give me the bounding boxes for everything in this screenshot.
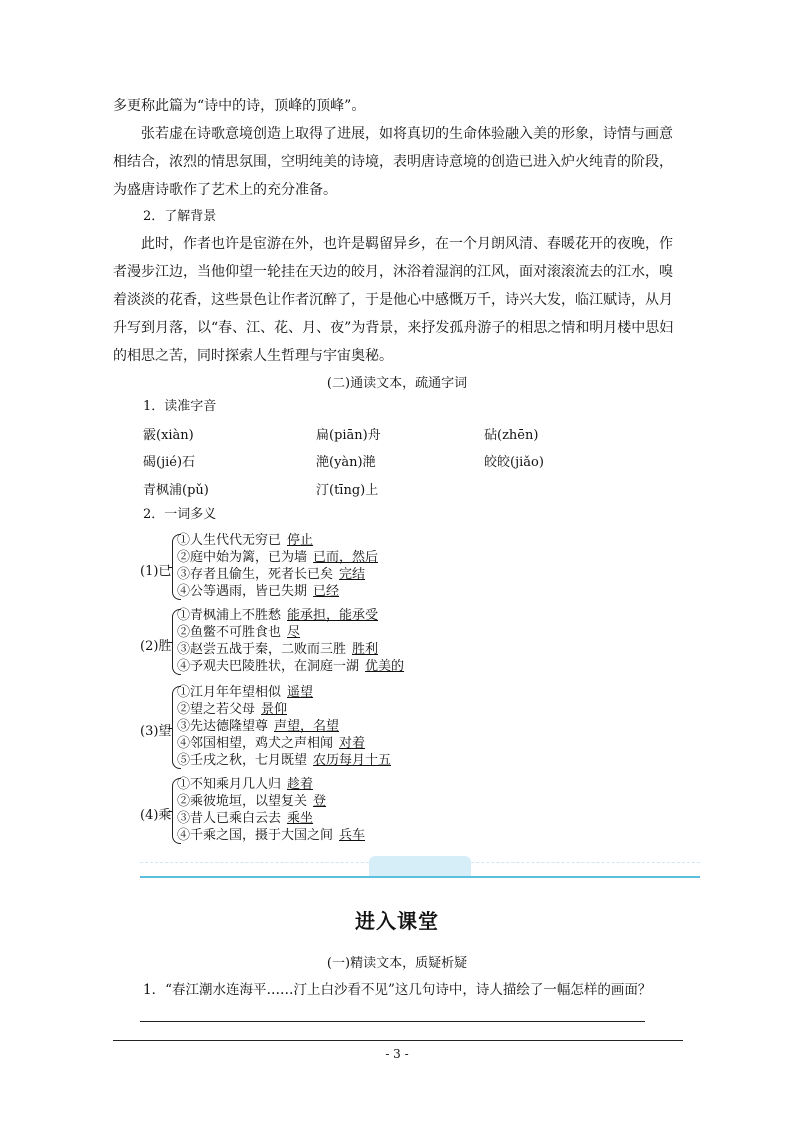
polysemy-answer: 停止 [287, 533, 314, 548]
polysemy-line: ②鱼鳖不可胜食也 尽 [177, 625, 301, 640]
section-title-close-reading: (一)精读文本，质疑析疑 [326, 956, 468, 971]
heading-pronunciation: 1．读准字音 [143, 399, 217, 414]
pronunciation-item: 青枫浦(pǔ) [143, 483, 209, 498]
footer-rule [113, 1040, 683, 1041]
polysemy-answer: 农历每月十五 [313, 753, 392, 768]
page-number: - 3 - [385, 1047, 409, 1061]
polysemy-answer: 已经 [313, 584, 340, 599]
pronunciation-item: 扁(piān)舟 [316, 428, 381, 443]
polysemy-line: ③赵尝五战于秦，二败而三胜 胜利 [177, 642, 379, 657]
polysemy-line: ④予观夫巴陵胜状，在洞庭一湖 优美的 [177, 659, 405, 674]
pronunciation-item: 碣(jié)石 [143, 455, 196, 470]
polysemy-answer: 尽 [287, 625, 301, 640]
pronunciation-item: 汀(tīng)上 [316, 483, 379, 498]
heading-background: 2．了解背景 [143, 209, 217, 224]
section-title-read-through: (二)通读文本，疏通字词 [326, 376, 468, 391]
polysemy-line: ①江月年年望相似 遥望 [177, 685, 314, 700]
polysemy-line: ①不知乘月几人归 趁着 [177, 777, 314, 792]
polysemy-line: ①青枫浦上不胜愁 能承担，能承受 [177, 608, 379, 623]
polysemy-answer: 景仰 [261, 702, 288, 717]
polysemy-line: ③存者且偷生，死者长已矣 完结 [177, 567, 366, 582]
pronunciation-item: 皎皎(jiǎo) [484, 455, 544, 470]
polysemy-answer: 已而，然后 [313, 550, 379, 565]
polysemy-line: ②乘彼垝垣，以望复关 登 [177, 794, 327, 809]
pronunciation-row [143, 479, 703, 501]
polysemy-answer: 优美的 [365, 659, 405, 674]
pronunciation-item: 霰(xiàn) [143, 428, 194, 443]
polysemy-answer: 完结 [339, 567, 366, 582]
section-heading-enter-classroom: 进入课堂 [355, 909, 439, 933]
pronunciation-row [143, 424, 703, 446]
paragraph-background: 此时，作者也许是宦游在外，也许是羁留异乡，在一个月朗风清、春暖花开的夜晚，作者漫步江边，当他仰望一轮挂在天边的皎月，沐浴着湿润的江风，面对滚滚流去的江水，嗅着淡淡的花香，这些景色让作者沉醉了，于是他心中感慨万千，诗兴大发，临江赋诗，从月升写到月落，以“春、江、花、月、夜”为背景，来抒发孤舟游子的相思之情和明月楼中思妇的相思之苦，同时探索人生哲理与宇宙奥秘。 [113, 236, 674, 364]
polysemy-line: ①人生代代无穷已 停止 [177, 533, 314, 548]
polysemy-line: ②望之若父母 景仰 [177, 702, 288, 717]
polysemy-answer: 胜利 [352, 642, 379, 657]
section-banner-tab [369, 856, 471, 876]
polysemy-answer: 趁着 [287, 777, 314, 792]
paragraph-zhang-ruoxu: 张若虚在诗歌意境创造上取得了进展，如将真切的生命体验融入美的形象，诗情与画意相结合，浓烈的情思氛围，空明纯美的诗境，表明唐诗意境的创造已进入炉火纯青的阶段，为盛唐诗歌作了艺术上的充分准备。 [113, 126, 673, 198]
pronunciation-item: 滟(yàn)滟 [316, 455, 376, 470]
polysemy-line: ⑤壬戌之秋，七月既望 农历每月十五 [177, 753, 392, 768]
question-1: 1．“春江潮水连海平……汀上白沙看不见”这几句诗中，诗人描绘了一幅怎样的画面？ [143, 982, 652, 998]
polysemy-label: (4)乘 [140, 808, 172, 823]
heading-polysemy: 2．一词多义 [143, 507, 217, 522]
pronunciation-row [143, 451, 703, 473]
polysemy-line: ③先达德隆望尊 声望，名望 [177, 719, 340, 734]
paragraph-intro-end: 多更称此篇为“诗中的诗，顶峰的顶峰”。 [113, 98, 366, 114]
polysemy-line: ④公等遇雨，皆已失期 已经 [177, 584, 340, 599]
polysemy-line: ④千乘之国，摄于大国之间 兵车 [177, 828, 366, 843]
polysemy-label: (2)胜 [140, 639, 172, 654]
polysemy-answer: 登 [313, 794, 327, 809]
answer-blank-line[interactable] [140, 1021, 645, 1022]
polysemy-answer: 能承担，能承受 [287, 608, 379, 623]
polysemy-line: ④邻国相望，鸡犬之声相闻 对着 [177, 736, 366, 751]
pronunciation-item: 砧(zhēn) [484, 428, 539, 443]
polysemy-answer: 遥望 [287, 685, 314, 700]
polysemy-line: ②庭中始为篱，已为墙 已而，然后 [177, 550, 379, 565]
polysemy-line: ③昔人已乘白云去 乘坐 [177, 811, 314, 826]
polysemy-answer: 对着 [339, 736, 366, 751]
polysemy-answer: 兵车 [339, 828, 366, 843]
polysemy-label: (3)望 [140, 724, 172, 739]
polysemy-label: (1)已 [140, 564, 172, 579]
polysemy-answer: 声望，名望 [274, 719, 340, 734]
polysemy-answer: 乘坐 [287, 811, 314, 826]
section-banner-line [140, 876, 700, 878]
